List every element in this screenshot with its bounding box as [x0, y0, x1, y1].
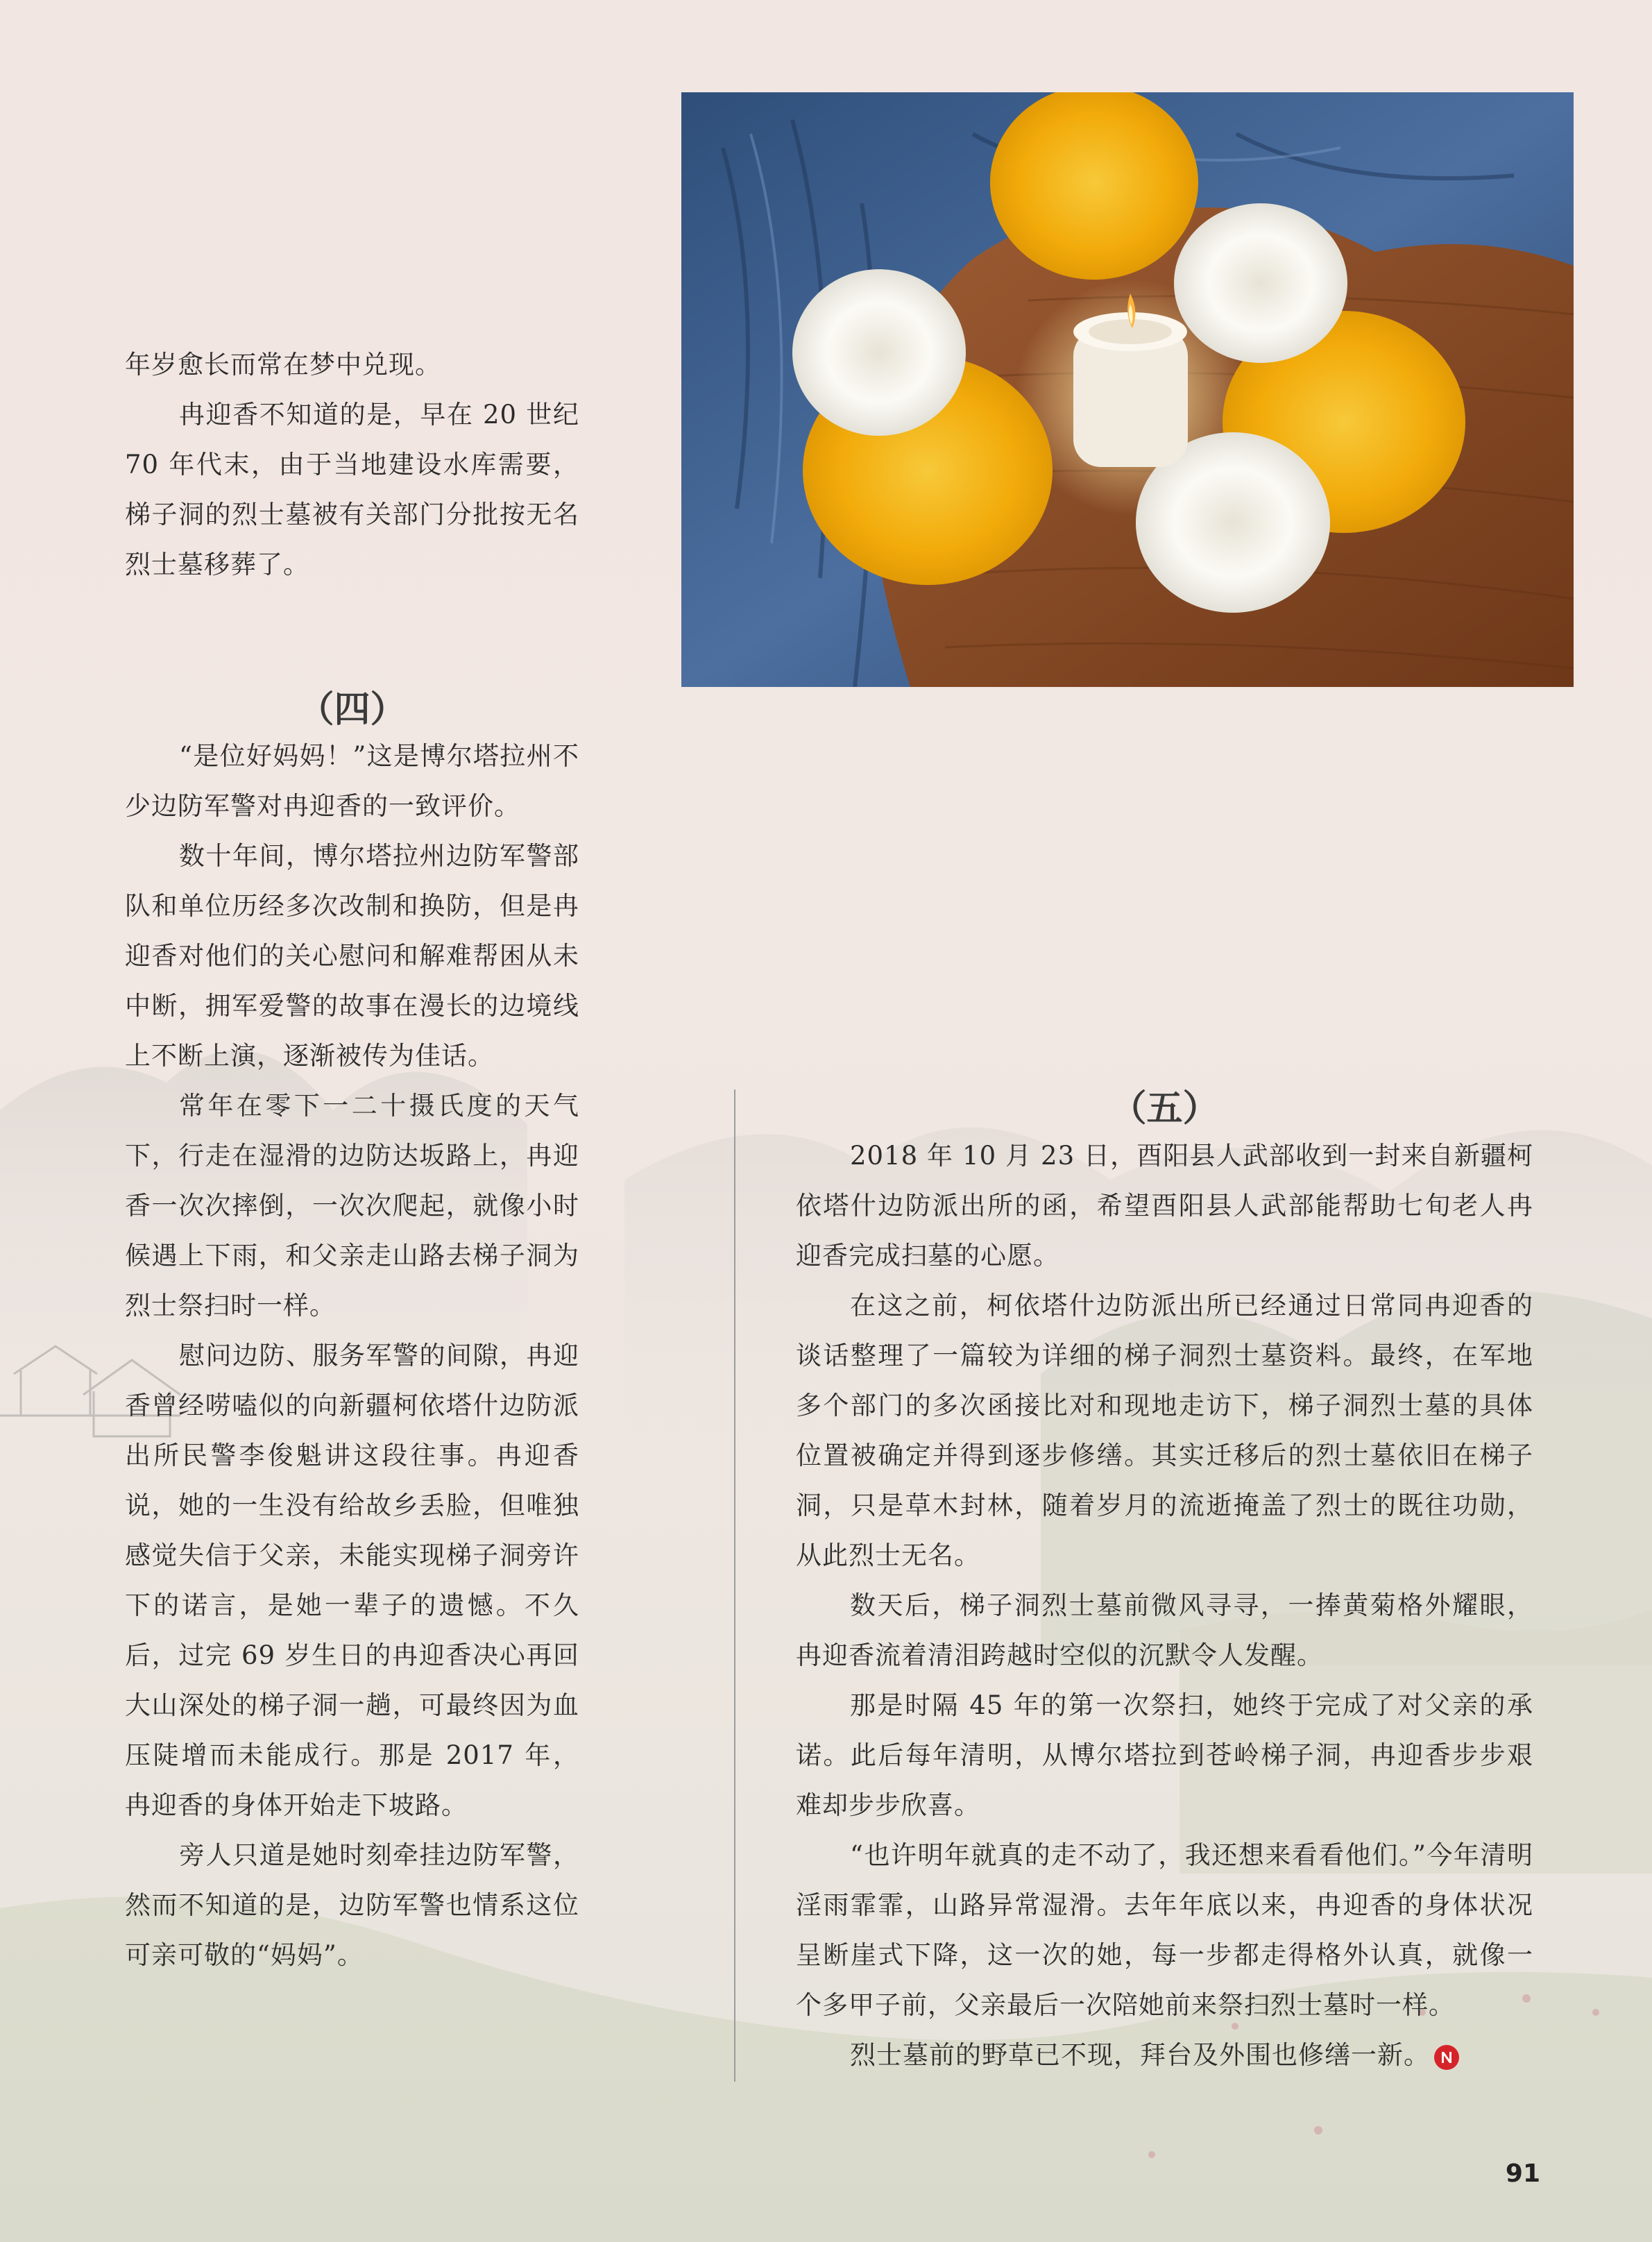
- chrysanthemum-candle-photo: [681, 92, 1574, 687]
- paragraph: 旁人只道是她时刻牵挂边防军警，然而不知道的是，边防军警也情系这位可亲可敬的“妈妈”。: [125, 1840, 579, 1970]
- paragraph-last: [796, 2030, 1533, 2080]
- section-4-body: [125, 731, 579, 1980]
- magazine-logo-icon: [1434, 2045, 1459, 2070]
- section-5-body: [796, 1131, 1533, 2080]
- paragraph: 在这之前，柯依塔什边防派出所已经通过日常同冉迎香的谈话整理了一篇较为详细的梯子洞烈士墓资料。最终，在军地多个部门的多次函接比对和现地走访下，梯子洞烈士墓的具体位置被确定并得到逐步修缮。其实迁移后的烈士墓依旧在梯子洞，只是草木封林，随着岁月的流逝掩盖了烈士的既往功勋，从此烈士无名。: [796, 1291, 1533, 1570]
- column-divider: [734, 1089, 735, 2082]
- paragraph: 那是时隔 45 年的第一次祭扫，她终于完成了对父亲的承诺。此后每年清明，从博尔塔拉到苍岭梯子洞，冉迎香步步艰难却步步欣喜。: [796, 1690, 1533, 1820]
- paragraph: “也许明年就真的走不动了，我还想来看看他们。”今年清明淫雨霏霏，山路异常湿滑。去年年底以来，冉迎香的身体状况呈断崖式下降，这一次的她，每一步都走得格外认真，就像一个多甲子前，父亲最后一次陪她前来祭扫烈士墓时一样。: [796, 1840, 1533, 2020]
- paragraph: 冉迎香不知道的是，早在 20 世纪70 年代末，由于当地建设水库需要，梯子洞的烈士墓被有关部门分批按无名烈士墓移葬了。: [125, 400, 579, 579]
- paragraph: “是位好妈妈！”这是博尔塔拉州不少边防军警对冉迎香的一致评价。: [125, 741, 579, 821]
- paragraph: 常年在零下一二十摄氏度的天气下，行走在湿滑的边防达坂路上，冉迎香一次次摔倒，一次次爬起，就像小时候遇上下雨，和父亲走山路去梯子洞为烈士祭扫时一样。: [125, 1091, 579, 1320]
- paragraph: 数十年间，博尔塔拉州边防军警部队和单位历经多次改制和换防，但是冉迎香对他们的关心慰问和解难帮困从未中断，拥军爱警的故事在漫长的边境线上不断上演，逐渐被传为佳话。: [125, 841, 579, 1071]
- paragraph: 数天后，梯子洞烈士墓前微风寻寻，一捧黄菊格外耀眼，冉迎香流着清泪跨越时空似的沉默令人发醒。: [796, 1590, 1533, 1670]
- paragraph: 年岁愈长而常在梦中兑现。: [125, 350, 441, 380]
- page-number: 91: [1505, 2159, 1540, 2188]
- paragraph: 2018 年 10 月 23 日，酉阳县人武部收到一封来自新疆柯依塔什边防派出所的函，希望酉阳县人武部能帮助七旬老人冉迎香完成扫墓的心愿。: [796, 1141, 1533, 1271]
- section-4-heading: （四）: [298, 689, 407, 731]
- section-3-end: [125, 340, 579, 590]
- paragraph: 慰问边防、服务军警的间隙，冉迎香曾经唠嗑似的向新疆柯依塔什边防派出所民警李俊魁讲这段往事。冉迎香说，她的一生没有给故乡丢脸，但唯独感觉失信于父亲，未能实现梯子洞旁许下的诺言，是她一辈子的遗憾。不久后，过完 69 岁生日的冉迎香决心再回大山深处的梯子洞一趟，可最终因为血压陡增而未能成行。那是 2017 年，冉迎香的身体开始走下坡路。: [125, 1341, 579, 1820]
- paragraph-text: 烈士墓前的野草已不现，拜台及外围也修缮一新。: [850, 2040, 1430, 2070]
- section-5-heading: （五）: [1110, 1088, 1219, 1130]
